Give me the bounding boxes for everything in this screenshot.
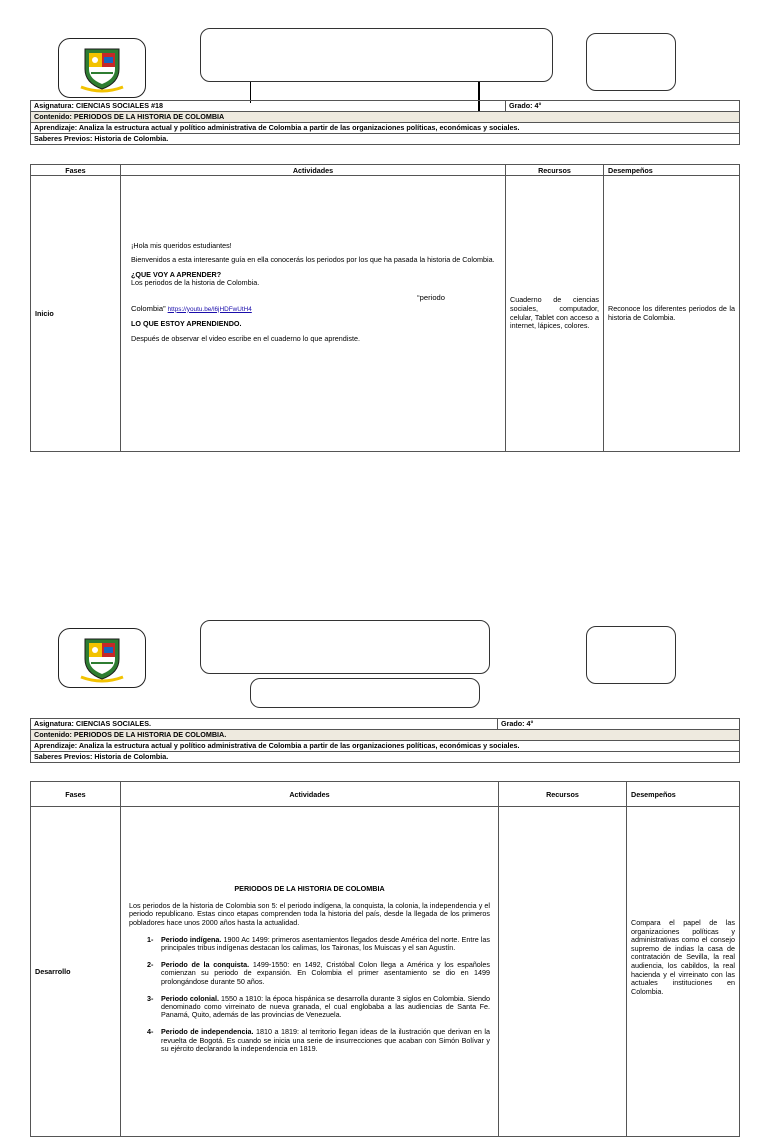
list-number: 3- (147, 993, 154, 1003)
col-desempenos: Desempeños (627, 782, 740, 807)
title-box (200, 620, 490, 674)
subtitle-box (250, 678, 480, 708)
resources-cell (499, 807, 627, 1137)
info-box (586, 626, 676, 684)
school-crest-icon (77, 43, 127, 93)
welcome-text: Bienvenidos a esta interesante guía en ella conocerás los periodos por los que ha pasada la historia de Colombia. (131, 255, 495, 265)
resources-cell: Cuaderno de ciencias sociales, computador, celular, Tablet con acceso a internet, lápices, colores. (506, 176, 604, 452)
content-cell: Contenido: PERIODOS DE LA HISTORIA DE COLOMBIA (31, 112, 740, 123)
phase-cell: Desarrollo (31, 807, 121, 1137)
prior-knowledge-cell: Saberes Previos: Historia de Colombia. (31, 752, 740, 763)
phase-cell: Inicio (31, 176, 121, 452)
col-actividades: Actividades (121, 165, 506, 176)
after-video-text: Después de observar el video escribe en el cuaderno lo que aprendiste. (131, 333, 360, 343)
activities-table (30, 164, 740, 452)
period-text: 1810 a 1819: al territorio llegan ideas de la ilustración que derivan en la revuelta de Bogotá. Es cuando se inicia una serie de insurrecciones que acaban con Simón Bolívar y su ejército declarando la independencia en 1819. (161, 1027, 490, 1053)
period-name: Periodo colonial. (161, 993, 219, 1003)
learning-cell: Aprendizaje: Analiza la estructura actual y político administrativa de Colombia a partir de las organizaciones políticas, económicas y sociales. (31, 123, 740, 134)
prior-knowledge-cell: Saberes Previos: Historia de Colombia. (31, 134, 740, 145)
intro-text: Los periodos de la historia de Colombia son 5: el periodo indígena, la conquista, la colonia, la independencia y el periodo republicano. Estas cinco etapas comprenden toda la historia del país, desde la llegada de los primeros pobladores hace unos 2000 años hasta la actualidad. (129, 901, 490, 927)
activities-cell (121, 176, 506, 452)
content-cell: Contenido: PERIODOS DE LA HISTORIA DE COLOMBIA. (31, 730, 740, 741)
performance-cell: Reconoce los diferentes periodos de la historia de Colombia. (604, 176, 740, 452)
subject-cell: Asignatura: CIENCIAS SOCIALES. (31, 719, 498, 730)
list-item (147, 961, 490, 986)
school-crest-icon (77, 633, 127, 683)
video-prefix: Colombia” (131, 303, 166, 313)
period-name: Periodo indígena. (161, 934, 222, 944)
document-page-1 (0, 0, 768, 470)
document-page-2 (0, 600, 768, 1053)
col-fases: Fases (31, 165, 121, 176)
col-fases: Fases (31, 782, 121, 807)
grade-cell: Grado: 4° (506, 101, 740, 112)
greeting-text: ¡Hola mis queridos estudiantes! (131, 240, 232, 250)
grade-cell: Grado: 4° (498, 719, 740, 730)
activities-table (30, 781, 740, 1137)
list-number: 4- (147, 1027, 154, 1037)
school-logo (58, 628, 146, 688)
section-title: PERIODOS DE LA HISTORIA DE COLOMBIA (234, 883, 385, 893)
period-text: 1550 a 1810: la época hispánica se desarrolla durante 3 siglos en Colombia. Siendo denominado como virreinato de nueva granada, el cual englobaba a las audiencias de Santa Fe. Panamá, Quito, además de las provincias de Venezuela. (161, 993, 490, 1020)
video-title: “periodo (417, 293, 445, 302)
list-item (147, 1028, 490, 1053)
school-logo (58, 38, 146, 98)
period-name: Periodo de la conquista. (161, 960, 250, 970)
list-number: 2- (147, 960, 154, 970)
header-table (30, 100, 740, 145)
col-actividades: Actividades (121, 782, 499, 807)
header-table (30, 718, 740, 763)
periods-list (129, 936, 490, 1053)
learn-text: Los periodos de la historia de Colombia. (131, 278, 260, 288)
title-box (200, 28, 553, 82)
period-name: Periodo de independencia. (161, 1027, 254, 1037)
list-item (147, 936, 490, 952)
col-recursos: Recursos (506, 165, 604, 176)
period-text: 1499-1550: en 1492, Cristóbal Colon llega a América y los españoles comienzan su periodo de expansión. En Colombia el primer asentamiento se dio en 1499 prolongándose durante 50 años. (161, 960, 490, 986)
learning-heading: LO QUE ESTOY APRENDIENDO. (131, 319, 242, 329)
video-link[interactable]: https://youtu.be/l6jHDFwUtH4 (167, 305, 252, 313)
list-item (147, 995, 490, 1020)
performance-cell: Compara el papel de las organizaciones políticas y administrativas como el consejo supremo de indias la casa de contratación de Sevilla, la real audiencia, los cabildos, la real hacienda y el virreinato con las actuales instituciones en Colombia. (627, 807, 740, 1137)
col-desempenos: Desempeños (604, 165, 740, 176)
list-number: 1- (147, 934, 154, 944)
learn-heading: ¿QUE VOY A APRENDER? (131, 269, 222, 279)
period-text: 1900 Ac 1499: primeros asentamientos llegados desde América del norte. Entre las principales tribus indígenas destacan los calimas, los Taironas, los Muiscas y el san Agustín. (161, 934, 490, 952)
learning-cell: Aprendizaje: Analiza la estructura actual y político administrativa de Colombia a partir de las organizaciones políticas, económicas y sociales. (31, 741, 740, 752)
activities-cell (121, 807, 499, 1137)
info-box (586, 33, 676, 91)
col-recursos: Recursos (499, 782, 627, 807)
subject-cell: Asignatura: CIENCIAS SOCIALES #18 (31, 101, 506, 112)
